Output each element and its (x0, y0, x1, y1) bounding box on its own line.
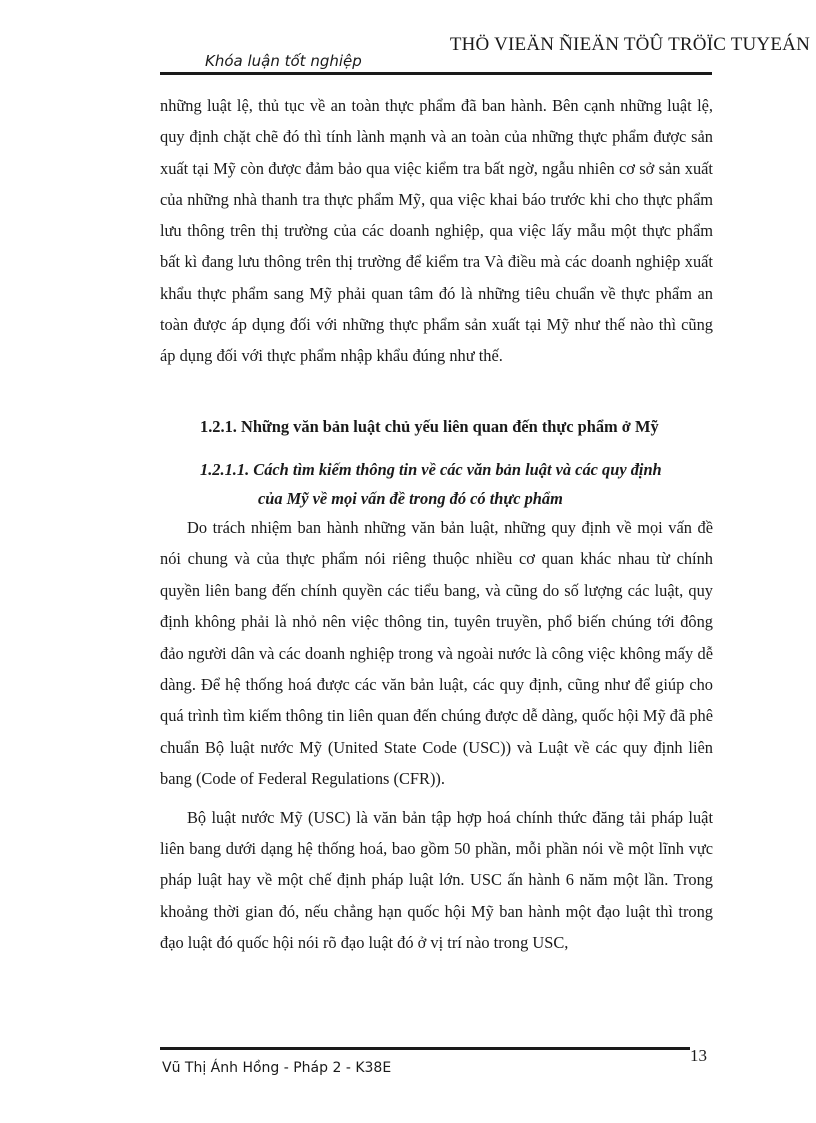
body-text-top (160, 90, 713, 372)
header-library-title: THÖ VIEÄN ÑIEÄN TÖÛ TRÖÏC TUYEÁN (449, 34, 810, 55)
footer-divider (160, 1047, 690, 1050)
footer-author: Vũ Thị Ánh Hồng - Pháp 2 - K38E (162, 1060, 392, 1076)
paragraph: những luật lệ, thủ tục về an toàn thực phẩm đã ban hành. Bên cạnh những luật lệ, quy định chặt chẽ đó thì tính lành mạnh và an toàn của những thực phẩm được sản xuất tại Mỹ còn được đảm bảo qua việc kiểm tra bất ngờ, ngẫu nhiên cơ sở sản xuất của những nhà thanh tra thực phẩm Mỹ, qua việc khai báo trước khi cho thực phẩm lưu thông trên thị trường của các doanh nghiệp, qua việc lấy mẫu một thực phẩm bất kì đang lưu thông trên thị trường để kiểm tra Và điều mà các doanh nghiệp xuất khẩu thực phẩm sang Mỹ phải quan tâm đó là những tiêu chuẩn về thực phẩm an toàn được áp dụng đối với những thực phẩm sản xuất tại Mỹ như thế nào thì cũng áp dụng đối với thực phẩm nhập khẩu đúng như thế. (160, 96, 713, 366)
subsection-heading-line2: của Mỹ về mọi vấn đề trong đó có thực phẩm (258, 489, 563, 508)
subsection-heading (200, 455, 715, 513)
paragraph: Bộ luật nước Mỹ (USC) là văn bản tập hợp hoá chính thức đăng tải pháp luật liên bang dưới dạng hệ thống hoá, bao gồm 50 phần, mỗi phần nói về một lĩnh vực pháp luật hay về một chế định pháp luật lớn. USC ấn hành 6 năm một lần. Trong khoảng thời gian đó, nếu chẳng hạn quốc hội Mỹ ban hành một đạo luật thì trong đạo luật đó quốc hội nói rõ đạo luật đó ở vị trí nào trong USC, (160, 807, 713, 953)
page-number: 13 (690, 1046, 707, 1065)
paragraph: Do trách nhiệm ban hành những văn bản luật, những quy định về mọi vấn đề nói chung và của thực phẩm nói riêng thuộc nhiều cơ quan khác nhau từ chính quyền liên bang đến chính quyền các tiểu bang, và cũng do số lượng các luật, quy định không phải là nhỏ nên việc thông tin, tuyên truyền, phổ biến chúng tới đông đảo người dân và các doanh nghiệp trong và ngoài nước là công việc không mấy dễ dàng. Để hệ thống hoá được các văn bản luật, các quy định, cũng như để giúp cho quá trình tìm kiếm thông tin liên quan đến chúng được dễ dàng, quốc hội Mỹ đã phê chuẩn Bộ luật nước Mỹ (United State Code (USC)) và Luật về các quy định liên bang (Code of Federal Regulations (CFR)). (160, 518, 713, 789)
header-thesis-title: Khóa luận tốt nghiệp (205, 52, 362, 70)
header-divider (160, 72, 712, 75)
body-text-bottom (160, 512, 713, 959)
section-heading: 1.2.1. Những văn bản luật chủ yếu liên quan đến thực phẩm ở Mỹ (200, 417, 659, 436)
subsection-heading-line1: 1.2.1.1. Cách tìm kiếm thông tin về các văn bản luật và các quy định (200, 460, 662, 479)
